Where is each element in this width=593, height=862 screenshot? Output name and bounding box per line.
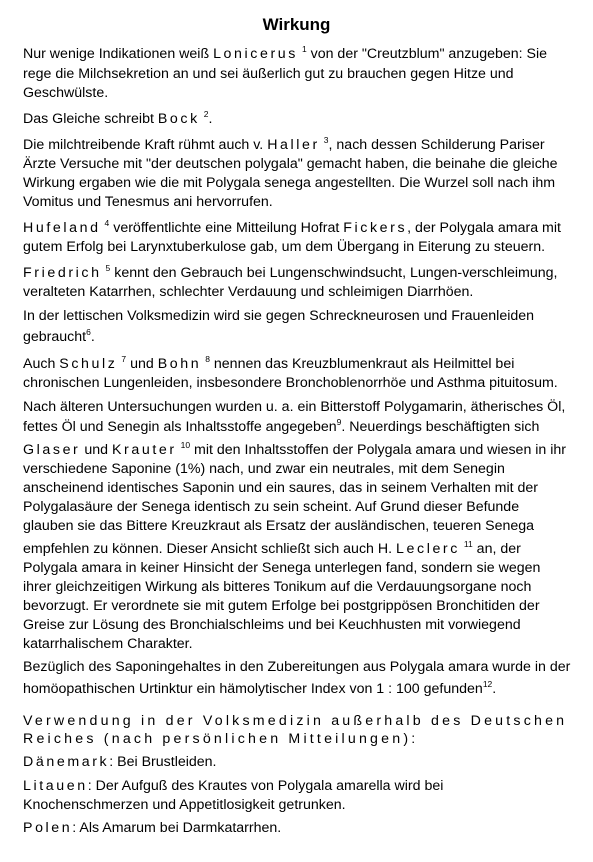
text-line [23,355,514,374]
text-run: rege die Milchsekretion an und sei äußerlich gut zu brauchen gegen Hitze und [23,66,514,82]
text-run: fettes Öl und Senegin als Inhaltsstoffe angegeben [23,419,337,435]
spaced-name: Fickers [343,220,408,236]
text-run: anscheinend identisches Saponin und ein saures, das in seinem Verhalten mit der [23,480,539,496]
text-run: Vomitus und Tenesmus ani hervorrufen. [23,194,273,210]
spaced-name: Reiches (nach persönlichen Mitteilungen): [23,731,419,747]
text-line [23,730,418,748]
footnote-ref: 6 [86,327,91,337]
text-run: Knochenschmerzen und Appetitlosigkeit getrunken. [23,797,346,813]
text-run: nennen das Kreuzblumenkraut als Heilmittel bei [209,356,515,372]
text-line [23,658,570,676]
footnote-ref: 10 [180,440,191,450]
text-line [23,712,567,730]
footnote-ref: 5 [105,263,111,273]
text-run: Geschwülste. [23,85,109,101]
text-line [23,307,534,325]
footnote-ref: 11 [463,539,473,549]
text-line [23,441,566,460]
text-line [23,796,346,814]
footnote-ref: 4 [104,218,110,228]
text-run: Auch [23,356,60,372]
text-run: Wirkung ergaben wie die mit Polygala senega angestellten. Die Wurzel soll nach ihm [23,175,556,191]
text-run [102,265,106,281]
footnote-ref: 8 [205,354,210,364]
text-line [23,136,545,155]
text-run: gebraucht [23,329,87,345]
text-run: : Bei Brustleiden. [109,754,217,770]
text-run: Die milchtreibende Kraft rühmt auch v. [23,137,268,153]
page-title: Wirkung [262,15,331,34]
text-run: kennt den Gebrauch bei Lungenschwindsucht, Lungen-verschleimung, [110,265,558,281]
text-run: glauben sie das Bittere Kreuzkraut als Ersatz der ausländischen, teueren Senega [23,518,535,534]
text-line [23,777,443,795]
text-run: . [492,681,497,697]
text-run: . [90,329,95,345]
text-run: , nach dessen Schilderung Pariser [328,137,545,153]
spaced-name: Leclerc [396,541,460,557]
text-line [23,680,496,699]
text-run: gutem Erfolg bei Larynxtuberkulose gab, um dem Übergang in Eiterung zu steuern. [23,239,546,255]
text-line [23,517,534,535]
text-line [23,616,521,634]
text-run [101,220,105,236]
footnote-ref: 1 [301,44,307,54]
text-run: Greise zur Lösung des Bronchialschleims und bei Keuchhusten mit vorwiegend [23,617,521,633]
footnote-ref: 12 [482,679,493,689]
text-run: und [80,442,112,458]
text-run: von der "Creutzblum" anzugeben: Sie [306,46,548,62]
spaced-name: Schulz [59,356,118,372]
spaced-name: Krauter [111,442,177,458]
text-line [23,635,193,653]
text-line [23,398,565,416]
text-run: ihrer gleichzeitigen Wirkung als bitteres Tonikum auf die Verdauungsorgane noch [23,579,532,595]
text-run: Polygalasäure der Senega identisch zu sein scheint. Auf Grund dieser Befunde [23,499,520,515]
text-line [23,45,547,64]
text-line [23,328,95,347]
text-line [23,193,273,211]
text-run: veröffentlichte eine Mitteilung Hofrat [109,220,344,236]
text-line [23,559,540,577]
text-run: Das Gleiche schreibt [23,111,158,127]
text-line [23,460,505,478]
spaced-name: Polen [23,820,73,836]
text-run: : Der Aufguß des Krautes von Polygala amarella wird bei [87,778,444,794]
spaced-name: Litauen [23,778,88,794]
text-line [23,110,212,129]
text-run: In der lettischen Volksmedizin wird sie gegen Schreckneurosen und Frauenleiden [23,308,535,324]
text-run: homöopathischen Urtinktur ein hämolytischer Index von 1 : 100 gefunden [23,681,483,697]
text-run: verschiedene Saponine (1%) nach, und zwar ein neutrales, mit dem Senegin [23,461,505,477]
text-line [23,84,108,102]
spaced-name: Glaser [23,442,81,458]
text-line [23,753,217,771]
text-line [23,238,545,256]
text-run: : Als Amarum bei Darmkatarrhen. [72,820,282,836]
footnote-ref: 7 [121,354,127,364]
footnote-ref: 9 [336,417,342,427]
text-line [23,219,561,238]
text-line [23,819,281,837]
text-line [23,418,539,437]
text-run: Ärzte Versuche mit "der deutschen polygala" gemacht haben, die beinahe die gleiche [23,156,558,172]
spaced-name: Haller [267,137,320,153]
spaced-name: Friedrich [23,265,102,281]
text-run: Nach älteren Untersuchungen wurden u. a. ein Bitterstoff Polygamarin, ätherisches Öl, [23,399,566,415]
text-run: , der Polygala amara mit [407,220,561,236]
spaced-name: Bohn [157,356,202,372]
text-run: . [208,111,213,127]
text-run: empfehlen zu können. Dieser Ansicht schließt sich auch H. [23,541,397,557]
text-line [23,578,531,596]
text-run: an, der [472,541,521,557]
text-run: Nur wenige Indikationen weiß [23,46,214,62]
text-run: und [126,356,158,372]
spaced-name: Verwendung in der Volksmedizin außerhalb des Deutschen [23,713,568,729]
text-run: Polygala amara in keiner Hinsicht der Senega unterlegen fand, sondern sie wegen [23,560,541,576]
spaced-name: Lonicerus [213,46,298,62]
text-line [23,597,540,615]
text-line [23,374,558,392]
spaced-name: Bock [157,111,200,127]
text-line [23,264,557,283]
spaced-name: Hufeland [23,220,101,236]
text-run: bevorzugt. Er verordnete sie mit gutem Erfolge bei postgrippösen Bronchitiden der [23,598,540,614]
footnote-ref: 2 [203,109,209,119]
text-line [23,283,473,301]
spaced-name: Dänemark [23,754,110,770]
text-run: katarrhalischem Charakter. [23,636,193,652]
text-run: chronischen Lungenleiden, insbesondere Bronchoblenorrhöe und Asthma pituitosum. [23,375,558,391]
footnote-ref: 3 [323,135,329,145]
text-line [23,155,558,173]
text-run: . Neuerdings beschäftigten sich [341,419,540,435]
text-line [23,174,555,192]
text-run: mit den Inhaltsstoffen der Polygala amara und wiesen in ihr [190,442,567,458]
text-run: veralteten Katarrhen, schlechter Verdauung und schleimigen Diarrhöen. [23,284,474,300]
text-run: Bezüglich des Saponingehaltes in den Zubereitungen aus Polygala amara wurde in der [23,659,571,675]
text-line [23,479,538,497]
text-line [23,498,519,516]
text-line [23,65,514,83]
text-line [23,540,521,559]
